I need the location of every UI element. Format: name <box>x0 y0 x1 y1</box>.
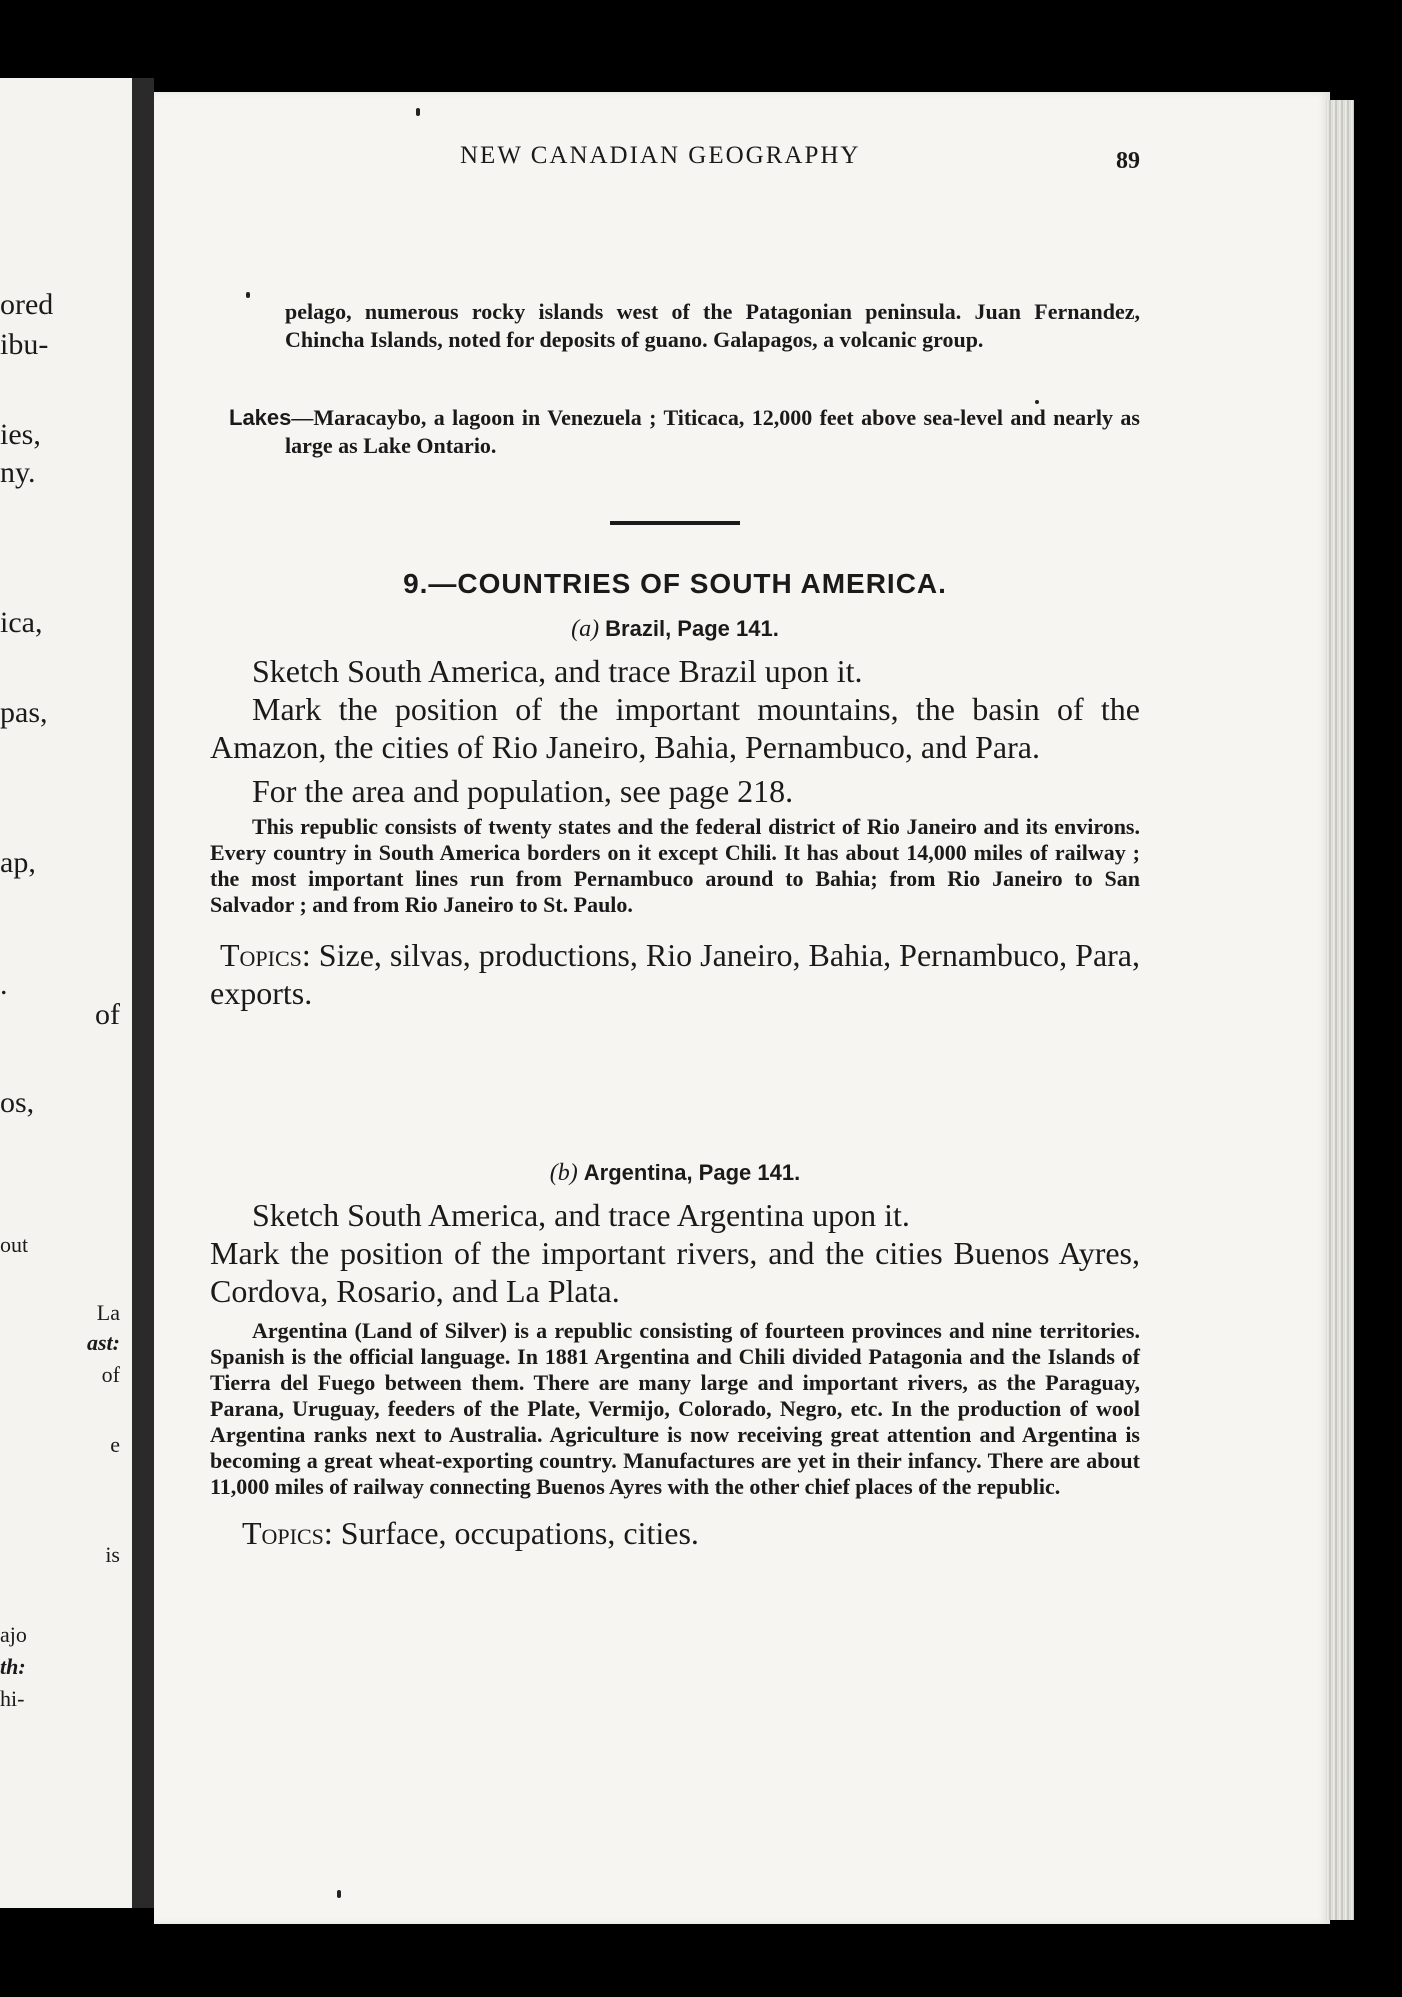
page-edge <box>1326 100 1354 1920</box>
print-speck <box>416 108 420 116</box>
section-heading-block <box>210 568 1140 600</box>
argentina-heading <box>210 1160 1140 1187</box>
left-page-fragment: out <box>0 1232 29 1257</box>
brazil-area-paragraph: For the area and population, see page 218. <box>252 773 794 809</box>
argentina-body <box>210 1196 1140 1552</box>
left-page-fragment: . <box>0 968 8 1001</box>
left-page-fragment: ored <box>0 288 54 321</box>
brazil-heading <box>210 616 1140 643</box>
islands-block <box>285 298 1140 354</box>
left-page-fragment: hi- <box>0 1686 25 1711</box>
section-divider <box>210 521 1140 525</box>
left-page-fragment: of <box>101 1362 120 1387</box>
brazil-body <box>210 652 1140 1012</box>
brazil-topics-text: : Size, silvas, productions, Rio Janeiro, Bahia, Pernambuco, Para, exports. <box>210 937 1140 1011</box>
islands-paragraph: pelago, numerous rocky islands west of the Patagonian peninsula. Juan Fernandez, Chincha Islands, noted for deposits of guano. Galapagos, a volcanic group. <box>285 299 1140 352</box>
left-page-fragment: th: <box>0 1654 26 1679</box>
brazil-title: Brazil, Page 141. <box>605 616 779 641</box>
book-gutter <box>132 78 154 1908</box>
left-page-fragment: ica, <box>0 606 43 639</box>
left-page-fragment: e <box>110 1432 120 1457</box>
section-heading: 9.—COUNTRIES OF SOUTH AMERICA. <box>403 568 947 599</box>
lakes-paragraph <box>229 404 1140 460</box>
left-page-fragment: ajo <box>0 1622 27 1647</box>
brazil-heading-block <box>210 616 1140 643</box>
argentina-notes-paragraph: Argentina (Land of Silver) is a republic consisting of fourteen provinces and nine territories. Spanish is the official language. In 1881 Argentina and Chili divided Patagonia and the Islands of Tierra del Fuego between them. There are many large and important rivers, as the Paraguay, Parana, Uruguay, feeders of the Plate, Vermijo, Colorado, Negro, etc. In the production of wool Argentina ranks next to Australia. Agriculture is now receiving great attention and Argentina is becoming a great wheat-exporting country. Manufactures are yet in their infancy. There are about 11,000 miles of railway connecting Buenos Ayres with the other chief places of the republic. <box>210 1318 1140 1499</box>
left-page-fragment: ies, <box>0 418 41 451</box>
print-speck <box>246 292 250 298</box>
page-number: 89 <box>1116 148 1140 174</box>
brazil-sketch-paragraph: Sketch South America, and trace Brazil upon it. <box>252 653 863 689</box>
brazil-letter: (a) <box>571 616 600 642</box>
argentina-heading-block <box>210 1160 1140 1187</box>
argentina-topics-text: : Surface, occupations, cities. <box>323 1515 699 1551</box>
left-page-fragment: os, <box>0 1086 35 1119</box>
argentina-title: Argentina, Page 141. <box>583 1160 801 1185</box>
argentina-topics-paragraph <box>210 1514 1140 1552</box>
brazil-topics-paragraph <box>210 936 1140 1012</box>
brazil-notes-paragraph: This republic consists of twenty states and the federal district of Rio Janeiro and its environs. Every country in South America borders on it except Chili. It has about 14,000 miles of railway ; the most important lines run from Pernambuco around to Bahia; from Rio Janeiro to San Salvador ; and from Rio Janeiro to St. Paulo. <box>210 814 1140 917</box>
left-page-fragment: of <box>95 998 120 1031</box>
argentina-sketch-paragraph: Sketch South America, and trace Argentina upon it. <box>252 1197 910 1233</box>
lakes-block <box>229 404 1140 460</box>
argentina-topics-label: Topics <box>242 1515 324 1551</box>
argentina-mark-paragraph: Mark the position of the important rivers, and the cities Buenos Ayres, Cordova, Rosario, and La Plata. <box>210 1235 1140 1309</box>
left-page-fragment: ast: <box>87 1330 120 1355</box>
brazil-mark-paragraph: Mark the position of the important mountains, the basin of the Amazon, the cities of Rio Janeiro, Bahia, Pernambuco, and Para. <box>210 691 1140 765</box>
horizontal-rule <box>610 521 740 525</box>
running-head <box>210 142 1140 182</box>
left-page-fragment: La <box>96 1300 120 1325</box>
left-page-fragment: ap, <box>0 846 36 879</box>
lakes-label: Lakes <box>229 405 292 430</box>
running-title: NEW CANADIAN GEOGRAPHY <box>460 142 861 169</box>
left-page-fragment: ibu- <box>0 328 49 361</box>
left-page-fragment: ny. <box>0 456 36 489</box>
argentina-letter: (b) <box>549 1160 578 1186</box>
left-page-fragment: pas, <box>0 696 48 729</box>
print-speck <box>337 1890 341 1898</box>
left-page-fragment: is <box>105 1542 120 1567</box>
brazil-topics-label: Topics <box>220 937 302 973</box>
left-facing-page <box>0 78 132 1908</box>
lakes-text: —Maracaybo, a lagoon in Venezuela ; Titicaca, 12,000 feet above sea-level and nearly as large as Lake Ontario. <box>285 405 1140 458</box>
